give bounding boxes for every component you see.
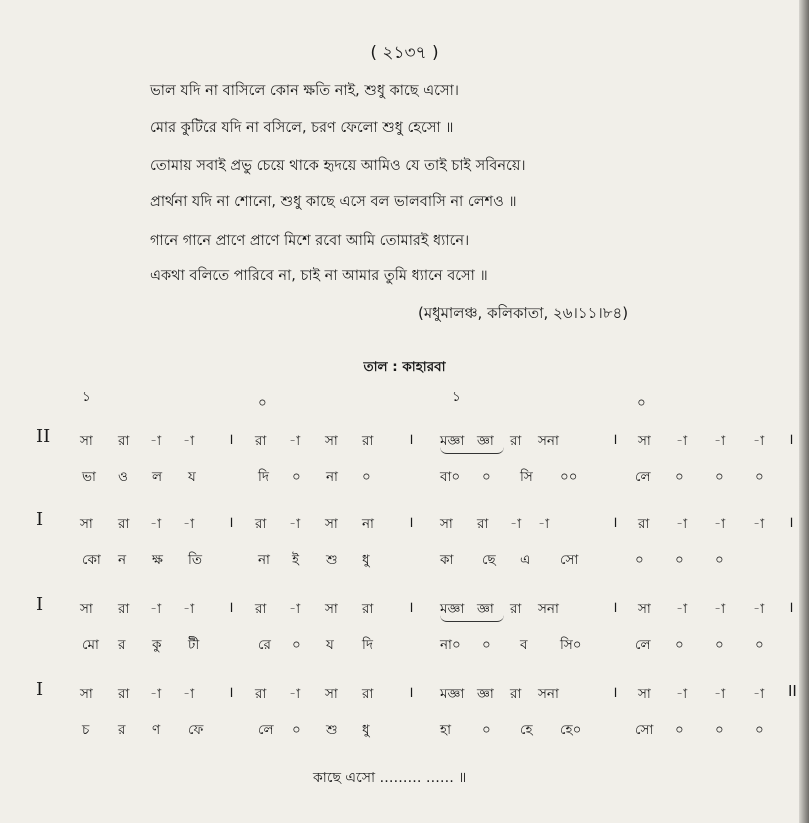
lyric-syllable: ০ [292,637,301,653]
swara-note: -া [289,686,301,702]
beat-mark: ১ [82,389,91,405]
swara-note: সা [638,601,651,617]
swara-note: -া [150,433,162,449]
lyric-syllable: দি [362,637,373,653]
section-marker: I [36,679,44,700]
swara-note: জ্ঞা [477,433,494,449]
lyric-syllable: ০ [715,469,724,485]
swara-note: -া [676,433,688,449]
meend-slur [440,447,504,454]
lyric-syllable: র [118,722,126,738]
source-note: (মধুমালঞ্চ, কলিকাতা, ২৬।১১।৮৪) [418,304,629,322]
measure-bar: । [788,598,794,616]
lyric-syllable: য [326,637,334,653]
lyric-syllable: ০ [715,722,724,738]
lyric-syllable: ভা [82,469,96,485]
lyric-syllable: হে [520,722,533,738]
poem-line-1: ভাল যদি না বাসিলে কোন ক্ষতি নাই, শুধু কাছে এসো। [150,83,459,99]
lyric-syllable: শু [326,722,338,738]
swara-note: সা [638,686,651,702]
section-marker: I [36,509,44,530]
measure-bar: । [228,683,234,701]
swara-note: -া [538,516,550,532]
swara-note: -া [714,433,726,449]
swara-note: -া [714,516,726,532]
footer-refrain: কাছে এসো ……… …… ॥ [313,770,467,786]
swara-note: রা [362,601,374,617]
measure-bar: । [228,598,234,616]
lyric-syllable: ণ [152,722,161,738]
swara-note: -া [289,601,301,617]
lyric-syllable: ০ [675,637,684,653]
lyric-syllable: সি০ [560,637,582,653]
swara-note: সা [638,433,651,449]
poem-line-5: গানে গানে প্রাণে প্রাণে মিশে রবো আমি তোমারই ধ্যানে। [150,233,470,249]
lyric-syllable: ০ [715,552,724,568]
swara-note: মজ্ঞা [440,601,465,617]
lyric-syllable: টী [188,637,200,653]
measure-bar: । [408,430,414,448]
lyric-syllable: ০ [675,552,684,568]
lyric-syllable: ই [292,552,300,568]
swara-note: রা [255,601,267,617]
lyric-syllable: ০ [482,722,491,738]
lyric-syllable: লে [635,469,651,485]
poem-line-6: একথা বলিতে পারিবে না, চাই না আমার তুমি ধ্যানে বসো ॥ [150,268,488,284]
swara-note: -া [183,601,195,617]
lyric-syllable: য [188,469,196,485]
swara-note: -া [510,516,522,532]
swara-note: জ্ঞা [477,686,494,702]
swara-note: সা [325,686,338,702]
swara-note: জ্ঞা [477,601,494,617]
lyric-syllable: ০ [362,469,371,485]
swara-note: রা [477,516,489,532]
swara-note: -া [753,516,765,532]
taal-heading: তাল : কাহারবা [363,359,446,375]
lyric-syllable: ন [118,552,127,568]
swara-note: রা [362,433,374,449]
lyric-syllable: ০ [482,637,491,653]
lyric-syllable: কু [152,637,162,653]
swara-note: -া [183,516,195,532]
swara-note: -া [183,686,195,702]
lyric-syllable: সো [635,722,654,738]
lyric-syllable: হে০ [560,722,582,738]
swara-note: সা [440,516,453,532]
swara-note: সা [325,516,338,532]
section-marker: I [36,594,44,615]
swara-note: -া [753,433,765,449]
swara-note: -া [676,686,688,702]
swara-note: -া [753,601,765,617]
poem-line-3: তোমায় সবাই প্রভু চেয়ে থাকে হৃদয়ে আমিও যে তাই চাই সবিনয়ে। [150,158,526,174]
lyric-syllable: লে [258,722,274,738]
swara-note: -া [289,516,301,532]
lyric-syllable: চ [82,722,90,738]
measure-bar: । [788,513,794,531]
lyric-syllable: ছে [482,552,496,568]
lyric-syllable: দি [258,469,269,485]
lyric-syllable: সো [560,552,579,568]
swara-note: রা [362,686,374,702]
lyric-syllable: না০ [440,637,461,653]
lyric-syllable: এ [520,552,531,568]
swara-note: রা [255,686,267,702]
swara-note: রা [510,686,522,702]
lyric-syllable: ও [118,469,128,485]
lyric-syllable: বা০ [440,469,461,485]
poem-line-4: প্রার্থনা যদি না শোনো, শুধু কাছে এসে বল ভালবাসি না লেশও ॥ [150,194,517,210]
lyric-syllable: না [258,552,270,568]
swara-note: -া [753,686,765,702]
lyric-syllable: মো [82,637,99,653]
lyric-syllable: ০ [755,722,764,738]
swara-note: -া [714,601,726,617]
lyric-syllable: কা [440,552,454,568]
lyric-syllable: র [118,637,126,653]
swara-note: সনা [538,433,559,449]
lyric-syllable: ০ [292,722,301,738]
swara-note: রা [255,433,267,449]
lyric-syllable: কো [82,552,101,568]
swara-note: -া [714,686,726,702]
lyric-syllable: ল [152,469,163,485]
lyric-syllable: ০০ [560,469,578,485]
meend-slur [440,615,504,622]
lyric-syllable: ধু [362,722,370,738]
lyric-syllable: ক্ষ [152,552,163,568]
measure-bar: । [612,598,618,616]
swara-note: -া [150,686,162,702]
swara-note: সা [80,601,93,617]
measure-bar: । [612,513,618,531]
swara-note: সা [325,433,338,449]
swara-note: সা [80,686,93,702]
beat-mark: ১ [452,389,461,405]
swara-note: মজ্ঞা [440,686,465,702]
lyric-syllable: ০ [755,469,764,485]
lyric-syllable: ব [520,637,528,653]
lyric-syllable: ০ [715,637,724,653]
page-edge-shadow [799,0,809,823]
swara-note: রা [638,516,650,532]
lyric-syllable: ফে [188,722,204,738]
lyric-syllable: ০ [755,637,764,653]
lyric-syllable: ০ [482,469,491,485]
measure-bar: । [408,598,414,616]
swara-note: -া [289,433,301,449]
swara-note: -া [183,433,195,449]
lyric-syllable: না [326,469,338,485]
poem-line-2: মোর কুটিরে যদি না বসিলে, চরণ ফেলো শুধু হেসো ॥ [150,120,454,136]
swara-note: মজ্ঞা [440,433,465,449]
measure-bar: । [228,513,234,531]
lyric-syllable: ০ [675,469,684,485]
swara-note: সা [80,433,93,449]
section-marker: II [36,426,51,447]
measure-bar: । [788,430,794,448]
lyric-syllable: সি [520,469,533,485]
swara-note: -া [676,516,688,532]
swara-note: -া [150,516,162,532]
measure-bar: II [788,682,797,700]
song-number: ( ২১৩৭ ) [370,43,439,63]
swara-note: সনা [538,686,559,702]
lyric-syllable: ০ [635,552,644,568]
swara-note: সা [325,601,338,617]
measure-bar: । [408,683,414,701]
measure-bar: । [228,430,234,448]
lyric-syllable: ধু [362,552,370,568]
swara-note: সনা [538,601,559,617]
swara-note: রা [255,516,267,532]
lyric-syllable: ০ [675,722,684,738]
beat-mark: ০ [258,395,267,411]
measure-bar: । [612,683,618,701]
lyric-syllable: ০ [292,469,301,485]
swara-note: -া [676,601,688,617]
lyric-syllable: তি [188,552,202,568]
swara-note: রা [118,686,130,702]
measure-bar: । [408,513,414,531]
swara-note: -া [150,601,162,617]
swara-note: রা [118,601,130,617]
swara-note: রা [510,601,522,617]
swara-note: সা [80,516,93,532]
swara-note: রা [118,516,130,532]
swara-note: রা [118,433,130,449]
swara-note: না [362,516,374,532]
lyric-syllable: রে [258,637,271,653]
beat-mark: ০ [637,395,646,411]
lyric-syllable: লে [635,637,651,653]
swara-note: রা [510,433,522,449]
lyric-syllable: শু [326,552,338,568]
measure-bar: । [612,430,618,448]
lyric-syllable: হা [440,722,452,738]
